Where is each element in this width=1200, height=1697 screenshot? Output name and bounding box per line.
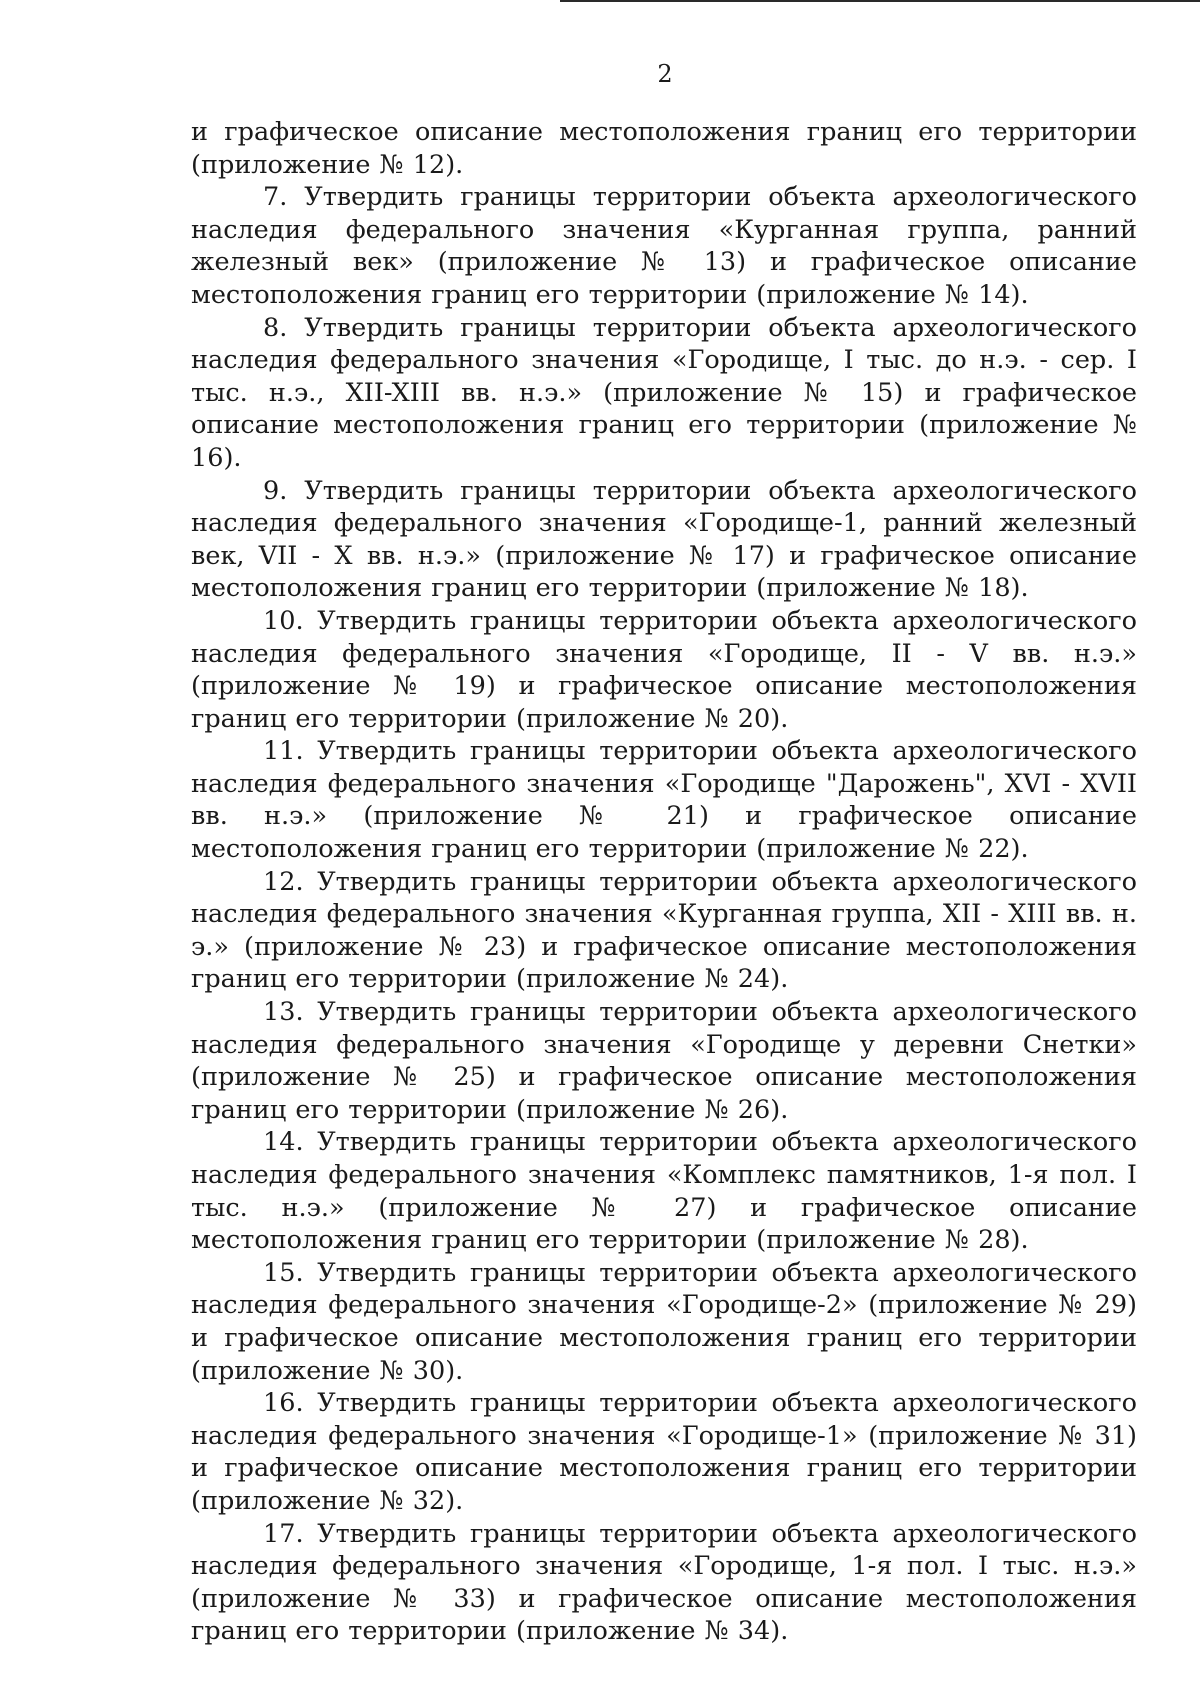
paragraph-item-9: 9. Утвердить границы территории объекта археологического наследия федерального значения «Городище-1, ранний железный век, VII - X вв. н.э.» (приложение № 17) и графическое описание местоположения границ его территории (приложение № 18). [191,475,1137,604]
document-body [191,116,1137,1648]
paragraph-item-17: 17. Утвердить границы территории объекта археологического наследия федерального значения «Городище, 1-я пол. I тыс. н.э.» (приложение № 33) и графическое описание местоположения границ его территории (приложение № 34). [191,1518,1137,1647]
paragraph-continuation: и графическое описание местоположения границ его территории (приложение № 12). [191,117,1137,180]
paragraph-item-11: 11. Утвердить границы территории объекта археологического наследия федерального значения «Городище "Дарожень", XVI - XVII вв. н.э.» (приложение № 21) и графическое описание местоположения границ его территории (приложение № 22). [191,736,1137,865]
paragraph-item-16: 16. Утвердить границы территории объекта археологического наследия федерального значения «Городище-1» (приложение № 31) и графическое описание местоположения границ его территории (приложение № 32). [191,1388,1137,1516]
top-edge-rule [560,0,1200,2]
page-number: 2 [657,60,673,88]
paragraph-item-8: 8. Утвердить границы территории объекта археологического наследия федерального значения «Городище, I тыс. до н.э. - сер. I тыс. н.э., XII-XIII вв. н.э.» (приложение № 15) и графическое описание местоположения границ его территории (приложение № 16). [191,312,1137,473]
paragraph-item-7: 7. Утвердить границы территории объекта археологического наследия федерального значения «Курганная группа, ранний железный век» (приложение № 13) и графическое описание местоположения границ его территории (приложение № 14). [191,182,1137,310]
paragraph-item-10: 10. Утвердить границы территории объекта археологического наследия федерального значения «Городище, II - V вв. н.э.» (приложение № 19) и графическое описание местоположения границ его территории (приложение № 20). [191,605,1137,734]
paragraph-item-15: 15. Утвердить границы территории объекта археологического наследия федерального значения «Городище-2» (приложение № 29) и графическое описание местоположения границ его территории (приложение № 30). [191,1257,1137,1386]
paragraph-item-12: 12. Утвердить границы территории объекта археологического наследия федерального значения «Курганная группа, XII - XIII вв. н. э.» (приложение № 23) и графическое описание местоположения границ его территории (приложение № 24). [191,866,1137,995]
paragraph-item-13: 13. Утвердить границы территории объекта археологического наследия федерального значения «Городище у деревни Снетки» (приложение № 25) и графическое описание местоположения границ его территории (приложение № 26). [191,997,1137,1125]
paragraph-item-14: 14. Утвердить границы территории объекта археологического наследия федерального значения «Комплекс памятников, 1-я пол. I тыс. н.э.» (приложение № 27) и графическое описание местоположения границ его территории (приложение № 28). [191,1127,1137,1256]
